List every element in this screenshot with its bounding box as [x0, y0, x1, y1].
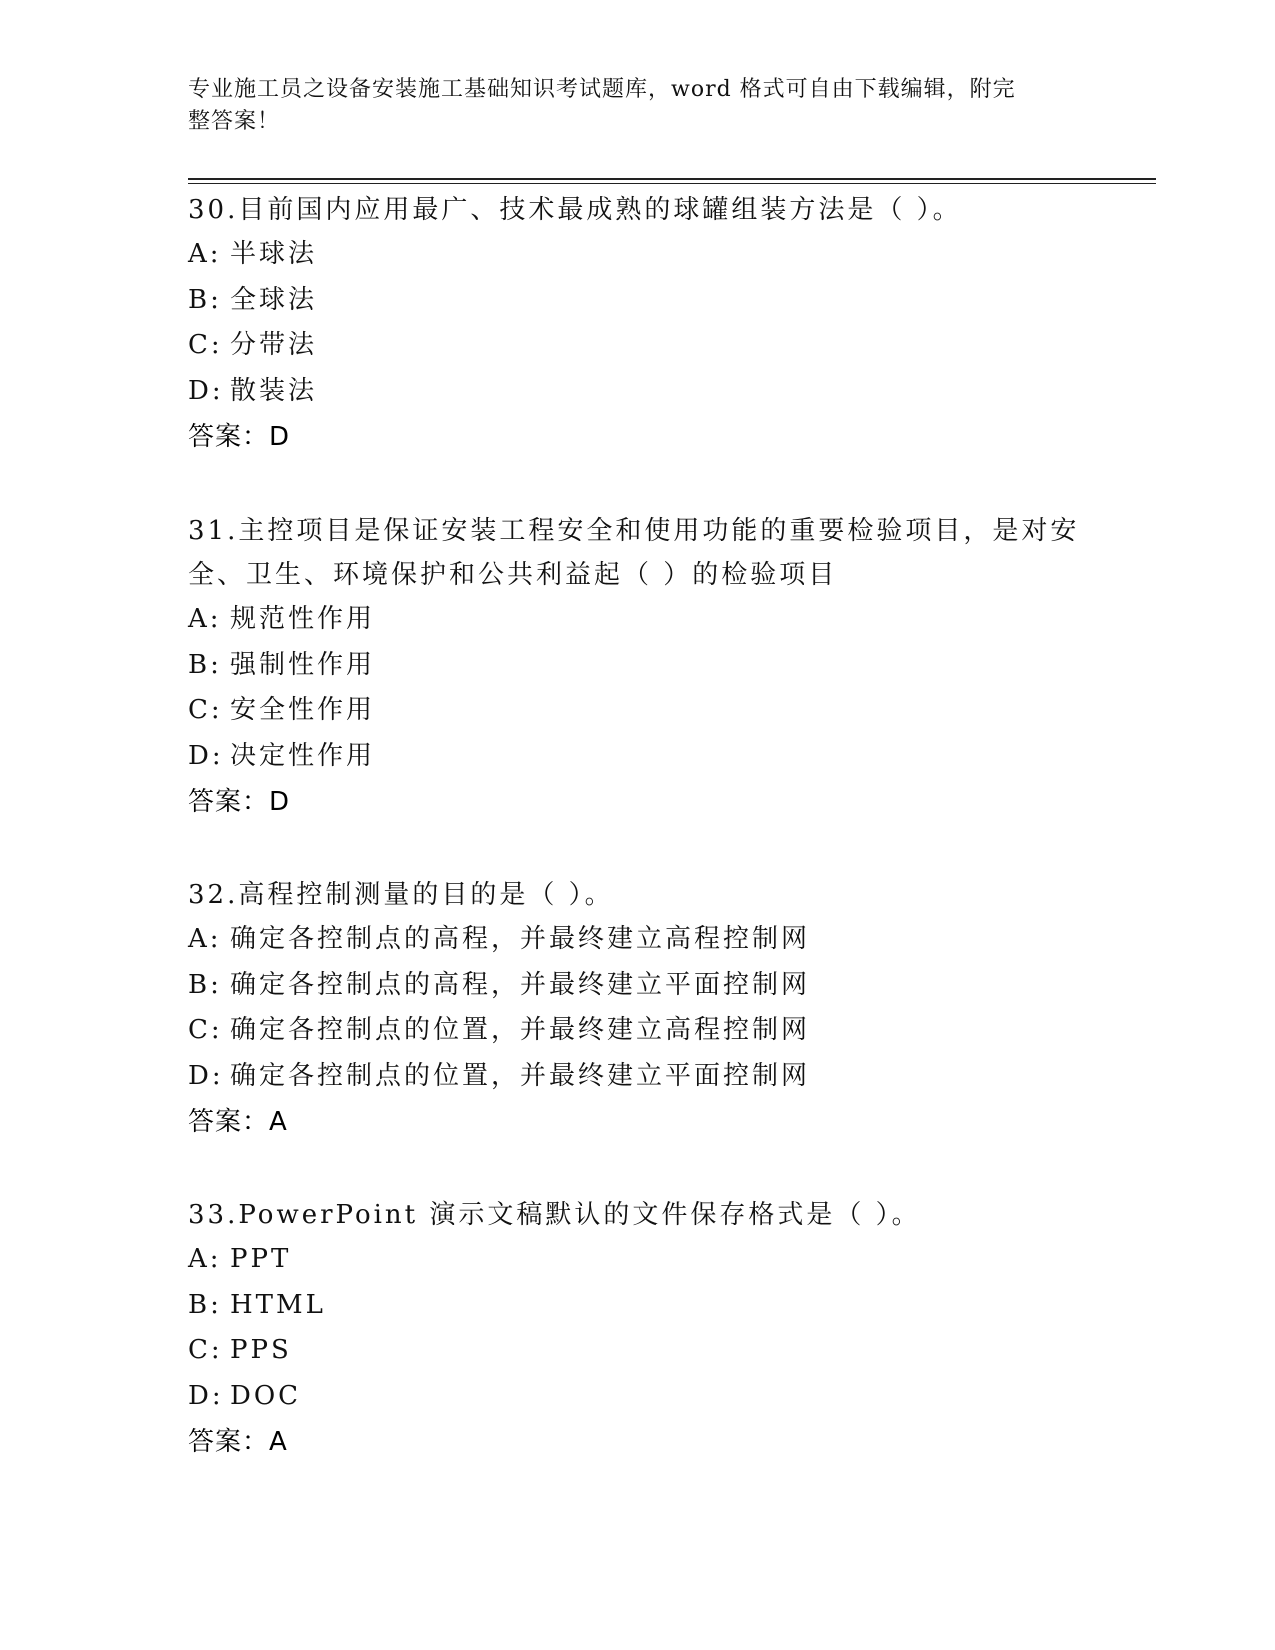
option-key: A:: [188, 924, 222, 954]
option-a: [188, 232, 1088, 278]
option-d: [188, 1374, 1088, 1420]
option-text: 确定各控制点的位置，并最终建立平面控制网: [230, 1060, 811, 1091]
option-key: B:: [188, 284, 222, 315]
option-key: D:: [188, 1060, 224, 1091]
question-stem: 32.高程控制测量的目的是（ ）。: [188, 880, 614, 910]
document-header: [188, 74, 1068, 138]
option-text: PPS: [230, 1335, 292, 1365]
answer-line: 答案：D: [188, 787, 291, 817]
question-32: [188, 873, 1088, 1145]
option-key: C:: [188, 1335, 223, 1365]
option-text: 确定各控制点的高程，并最终建立平面控制网: [230, 969, 811, 1000]
option-c: [188, 1008, 1088, 1054]
option-b: [188, 963, 1088, 1009]
option-d: [188, 1054, 1088, 1100]
option-d: [188, 734, 1088, 780]
option-b: [188, 278, 1088, 324]
option-key: B:: [188, 649, 222, 680]
question-stem-line-2: 全、卫生、环境保护和公共利益起（ ）的检验项目: [188, 560, 838, 590]
option-text: 安全性作用: [230, 695, 376, 725]
header-line-1: 专业施工员之设备安装施工基础知识考试题库，word 格式可自由下载编辑，附完: [188, 77, 1016, 102]
option-key: C:: [188, 695, 223, 725]
option-key: D:: [188, 375, 224, 406]
question-stem: 30.目前国内应用最广、技术最成熟的球罐组装方法是（ ）。: [188, 195, 962, 225]
option-text: 强制性作用: [230, 649, 376, 680]
header-divider-thin: [188, 183, 1156, 184]
option-b: [188, 1283, 1088, 1329]
question-33: [188, 1193, 1088, 1465]
header-line-2: 整答案！: [188, 109, 281, 134]
option-key: A:: [188, 239, 222, 269]
question-stem-line-1: 31.主控项目是保证安装工程安全和使用功能的重要检验项目，是对安: [188, 516, 1080, 546]
option-text: PPT: [230, 1244, 292, 1274]
option-text: 规范性作用: [230, 604, 376, 634]
option-key: D:: [188, 740, 224, 771]
option-key: D:: [188, 1380, 224, 1411]
option-key: A:: [188, 1244, 222, 1274]
option-text: 全球法: [230, 284, 318, 315]
option-key: C:: [188, 330, 223, 360]
option-b: [188, 643, 1088, 689]
option-text: 散装法: [230, 375, 318, 406]
answer-line: 答案：A: [188, 1107, 288, 1137]
option-text: 确定各控制点的位置，并最终建立高程控制网: [230, 1015, 811, 1045]
option-text: 决定性作用: [230, 740, 376, 771]
option-text: 半球法: [230, 239, 318, 269]
answer-line: 答案：D: [188, 422, 291, 452]
option-key: B:: [188, 1289, 222, 1320]
question-30: [188, 188, 1088, 460]
option-text: HTML: [230, 1289, 326, 1320]
option-text: 分带法: [230, 330, 318, 360]
question-stem: 33.PowerPoint 演示文稿默认的文件保存格式是（ ）。: [188, 1200, 921, 1230]
option-c: [188, 323, 1088, 369]
option-c: [188, 1328, 1088, 1374]
answer-line: 答案：A: [188, 1427, 288, 1457]
header-divider-thick: [188, 178, 1156, 180]
option-d: [188, 369, 1088, 415]
option-key: A:: [188, 604, 222, 634]
option-text: 确定各控制点的高程，并最终建立高程控制网: [230, 924, 811, 954]
option-text: DOC: [230, 1380, 302, 1411]
option-key: B:: [188, 969, 222, 1000]
option-a: [188, 597, 1088, 643]
option-c: [188, 688, 1088, 734]
question-31: [188, 509, 1088, 825]
option-a: [188, 917, 1088, 963]
option-key: C:: [188, 1015, 223, 1045]
option-a: [188, 1237, 1088, 1283]
